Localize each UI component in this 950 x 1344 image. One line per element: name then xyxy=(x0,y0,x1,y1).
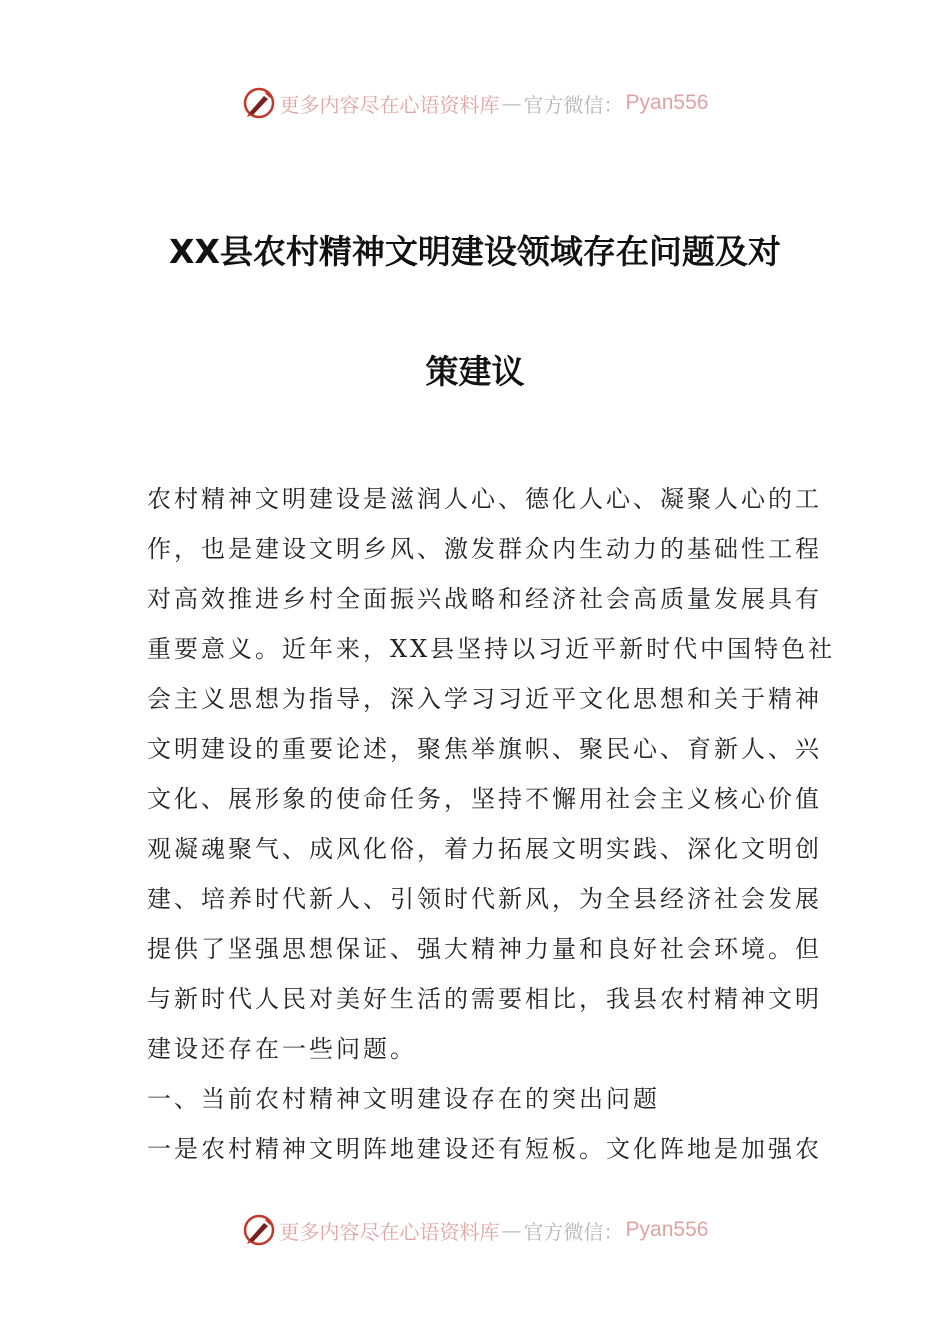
banner-official: 官方微信： xyxy=(523,1219,624,1244)
body-line: 重要意义。近年来，XX县坚持以习近平新时代中国特色社 xyxy=(147,635,836,663)
footer-watermark xyxy=(0,1210,950,1250)
body-line: 提供了坚强思想保证、强大精神力量和良好社会环境。但 xyxy=(147,935,822,963)
banner-text: 更多内容尽在心语资料库 xyxy=(279,1219,500,1244)
document-title-line-1: XX县农村精神文明建设领域存在问题及对 xyxy=(169,232,781,271)
banner-dash: — xyxy=(501,1218,522,1242)
body-line: 观凝魂聚气、成风化俗，着力拓展文明实践、深化文明创 xyxy=(147,835,822,863)
pen-logo-icon xyxy=(242,1213,276,1247)
banner-wechat-id: Pyan556 xyxy=(625,1218,709,1241)
banner-dash: — xyxy=(501,91,522,115)
body-line: 文化、展形象的使命任务，坚持不懈用社会主义核心价值 xyxy=(147,785,822,813)
document-title-line-2: 策建议 xyxy=(425,352,525,391)
body-line: 与新时代人民对美好生活的需要相比，我县农村精神文明 xyxy=(147,985,822,1013)
header-watermark xyxy=(0,83,950,123)
banner-wechat-id: Pyan556 xyxy=(625,91,709,114)
body-line: 文明建设的重要论述，聚焦举旗帜、聚民心、育新人、兴 xyxy=(147,735,822,763)
body-line: 一是农村精神文明阵地建设还有短板。文化阵地是加强农 xyxy=(147,1135,822,1163)
banner-official: 官方微信： xyxy=(523,92,624,117)
body-line: 作，也是建设文明乡风、激发群众内生动力的基础性工程 xyxy=(147,535,822,563)
section-heading: 一、当前农村精神文明建设存在的突出问题 xyxy=(147,1085,660,1113)
document-body xyxy=(147,474,836,1174)
body-line: 会主义思想为指导，深入学习习近平文化思想和关于精神 xyxy=(147,685,822,713)
body-line: 建、培养时代新人、引领时代新风，为全县经济社会发展 xyxy=(147,885,822,913)
banner-text: 更多内容尽在心语资料库 xyxy=(279,92,500,117)
body-line: 对高效推进乡村全面振兴战略和经济社会高质量发展具有 xyxy=(147,585,822,613)
pen-logo-icon xyxy=(242,86,276,120)
body-line: 农村精神文明建设是滋润人心、德化人心、凝聚人心的工 xyxy=(147,485,822,513)
body-line: 建设还存在一些问题。 xyxy=(147,1035,417,1063)
